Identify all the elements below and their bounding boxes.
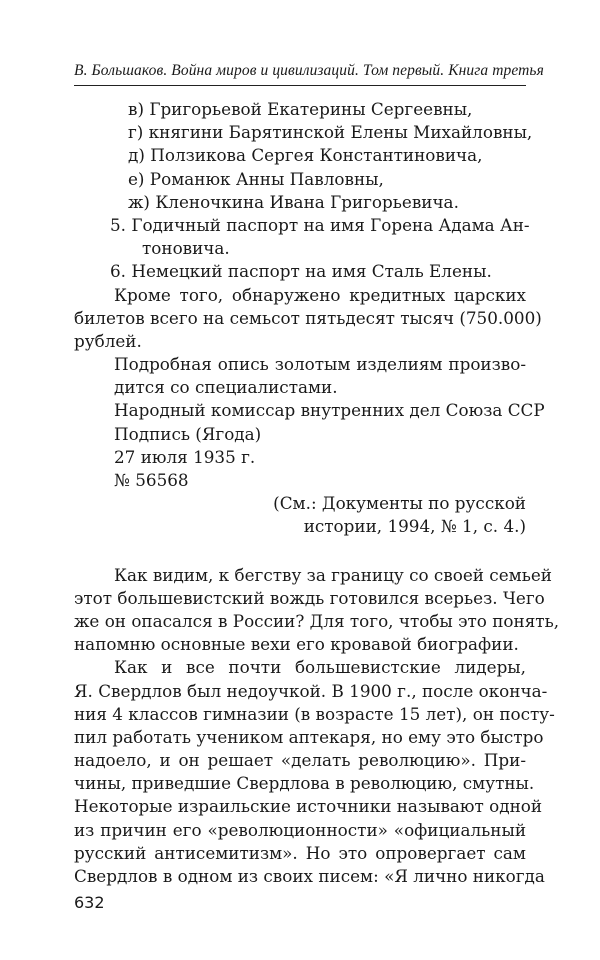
- signature-signed: Подпись (Ягода): [114, 423, 262, 444]
- inventory-note-line: Подробная опись золотым изделиям произво-: [114, 354, 526, 375]
- list-subitem: ж) Кленочкина Ивана Григорьевича.: [128, 191, 459, 212]
- paragraph-line: же он опасался в России? Для того, чтобы это понять,: [74, 610, 560, 631]
- citation-line: (См.: Документы по русской: [273, 493, 526, 514]
- signature-number: № 56568: [114, 470, 189, 490]
- paragraph-line: русский антисемитизм». Но это опровергает сам: [74, 842, 526, 863]
- paragraph-line: напомню основные вехи его кровавой биографии.: [74, 634, 519, 655]
- paragraph-line: Я. Свердлов был недоучкой. В 1900 г., после оконча-: [74, 680, 548, 701]
- running-header: В. Большаков. Война миров и цивилизаций. Том первый. Книга третья: [74, 62, 544, 79]
- paragraph-line: Как и все почти большевистские лидеры,: [114, 657, 526, 678]
- bills-note-line: рублей.: [74, 330, 142, 351]
- bills-note-line: билетов всего на семьсот пятьдесят тысяч (750.000): [74, 307, 542, 328]
- citation-line: истории, 1994, № 1, с. 4.): [303, 516, 526, 537]
- list-item-5-continued: тоновича.: [142, 238, 230, 259]
- list-subitem: д) Ползикова Сергея Константиновича,: [128, 145, 483, 166]
- paragraph-line: пил работать учеником аптекаря, но ему это быстро: [74, 726, 544, 747]
- page-body: [74, 98, 560, 888]
- list-subitem: в) Григорьевой Екатерины Сергеевны,: [128, 99, 473, 119]
- paragraph-line: этот большевистский вождь готовился всерьез. Чего: [74, 587, 545, 608]
- paragraph-line: Как видим, к бегству за границу со своей семьей: [114, 564, 552, 585]
- paragraph-line: из причин его «революционности» «официальный: [74, 819, 526, 840]
- page-number: 632: [74, 893, 105, 912]
- inventory-note-line: дится со специалистами.: [114, 377, 338, 398]
- header-rule: [74, 85, 526, 86]
- signature-title: Народный комиссар внутренних дел Союза ССР: [114, 400, 545, 421]
- paragraph-line: ния 4 классов гимназии (в возрасте 15 лет), он посту-: [74, 703, 555, 724]
- paragraph-line: чины, приведшие Свердлова в революцию, смутны.: [74, 773, 535, 794]
- list-subitem: г) княгини Барятинской Елены Михайловны,: [128, 122, 533, 143]
- paragraph-line: надоело, и он решает «делать революцию». При-: [74, 750, 526, 771]
- signature-date: 27 июля 1935 г.: [114, 446, 256, 467]
- bills-note-line: Кроме того, обнаружено кредитных царских: [114, 284, 526, 305]
- list-subitem: е) Романюк Анны Павловны,: [128, 168, 384, 189]
- list-item-5: 5. Годичный паспорт на имя Горена Адама Ан-: [110, 214, 530, 235]
- paragraph-line: Свердлов в одном из своих писем: «Я лично никогда: [74, 866, 545, 886]
- list-item-6: 6. Немецкий паспорт на имя Сталь Елены.: [110, 261, 492, 282]
- section-gap: [74, 539, 526, 564]
- paragraph-line: Некоторые израильские источники называют одной: [74, 796, 543, 817]
